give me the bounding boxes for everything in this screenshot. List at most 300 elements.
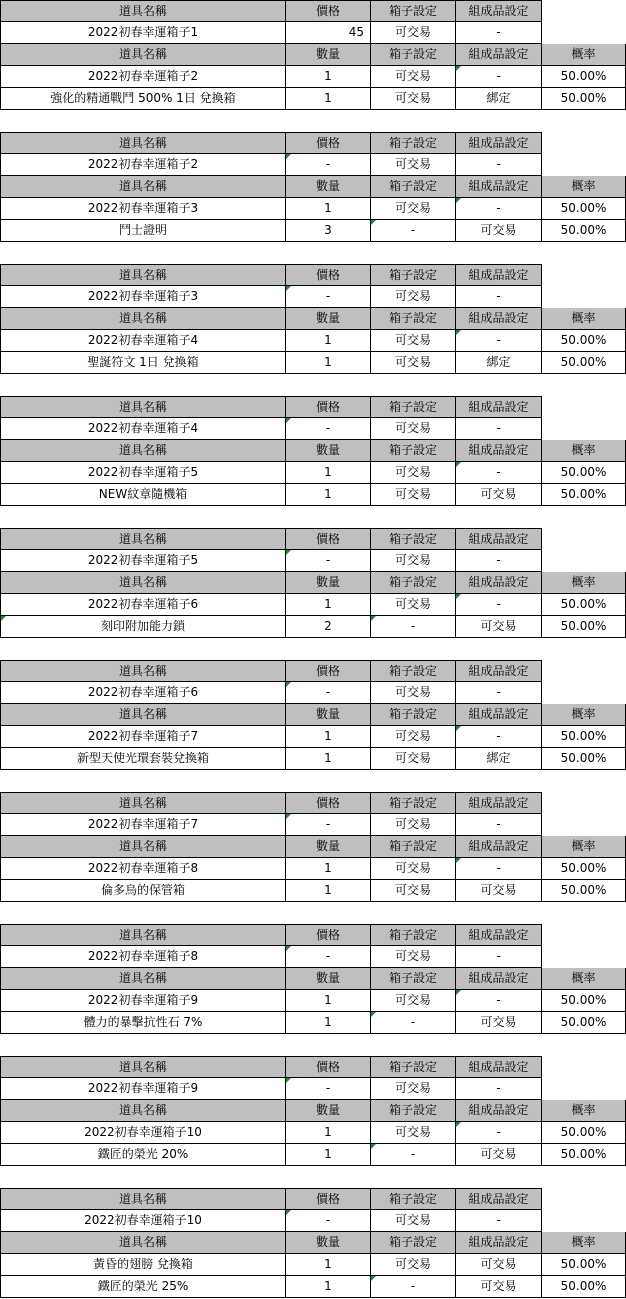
box-header-row [0, 264, 626, 286]
empty-cell [542, 1056, 626, 1078]
box-data-row [0, 22, 626, 44]
item-probability-cell[interactable]: 50.00% [542, 220, 626, 242]
component-setting-cell[interactable]: - [456, 946, 542, 968]
contents-row [0, 616, 626, 638]
box-name-cell[interactable]: 2022初春幸運箱子9 [0, 1078, 286, 1100]
item-box-setting-cell[interactable]: 可交易 [371, 462, 456, 484]
contents-header-cell[interactable]: 道具名稱 [0, 704, 286, 726]
item-qty-cell[interactable]: 1 [286, 1144, 371, 1166]
contents-header-cell[interactable]: 概率 [542, 176, 626, 198]
item-box-setting-cell[interactable]: - [371, 220, 456, 242]
item-name-cell[interactable]: 強化的精通戰鬥 500% 1日 兌換箱 [0, 88, 286, 110]
box-header-row [0, 660, 626, 682]
item-component-setting-cell[interactable]: - [456, 66, 542, 88]
contents-header-row [0, 1232, 626, 1254]
item-component-setting-cell[interactable]: 可交易 [456, 1254, 542, 1276]
item-probability-cell[interactable]: 50.00% [542, 1122, 626, 1144]
box-price-cell[interactable]: - [286, 946, 371, 968]
item-component-setting-cell[interactable]: - [456, 858, 542, 880]
contents-header-row [0, 44, 626, 66]
item-qty-cell[interactable]: 2 [286, 616, 371, 638]
item-component-setting-cell[interactable]: 可交易 [456, 616, 542, 638]
box-name-cell[interactable]: 2022初春幸運箱子10 [0, 1210, 286, 1232]
contents-header-row [0, 704, 626, 726]
box-price-cell[interactable]: - [286, 682, 371, 704]
contents-header-cell[interactable]: 道具名稱 [0, 968, 286, 990]
item-box-setting-cell[interactable]: 可交易 [371, 1122, 456, 1144]
box-header-cell[interactable]: 價格 [286, 924, 371, 946]
item-probability-cell[interactable]: 50.00% [542, 462, 626, 484]
item-name-cell[interactable]: 新型天使光環套裝兌換箱 [0, 748, 286, 770]
contents-row [0, 198, 626, 220]
item-name-cell[interactable]: 鐵匠的榮光 25% [0, 1276, 286, 1298]
item-box-setting-cell[interactable]: - [371, 616, 456, 638]
item-box-setting-cell[interactable]: 可交易 [371, 1254, 456, 1276]
item-name-cell[interactable]: 聖誕符文 1日 兌換箱 [0, 352, 286, 374]
box-setting-cell[interactable]: 可交易 [371, 682, 456, 704]
component-setting-cell[interactable]: - [456, 22, 542, 44]
item-qty-cell[interactable]: 1 [286, 880, 371, 902]
item-qty-cell[interactable]: 1 [286, 726, 371, 748]
box-header-cell[interactable]: 道具名稱 [0, 1056, 286, 1078]
item-qty-cell[interactable]: 1 [286, 330, 371, 352]
box-header-cell[interactable]: 價格 [286, 792, 371, 814]
item-name-cell[interactable]: 2022初春幸運箱子8 [0, 858, 286, 880]
box-table-block [0, 924, 626, 1034]
contents-header-cell[interactable]: 組成品設定 [456, 308, 542, 330]
item-component-setting-cell[interactable]: - [456, 726, 542, 748]
item-probability-cell[interactable]: 50.00% [542, 858, 626, 880]
box-name-cell[interactable]: 2022初春幸運箱子7 [0, 814, 286, 836]
box-setting-cell[interactable]: 可交易 [371, 550, 456, 572]
box-data-row [0, 550, 626, 572]
contents-header-cell[interactable]: 數量 [286, 836, 371, 858]
empty-cell [542, 154, 626, 176]
contents-row [0, 594, 626, 616]
box-header-cell[interactable]: 道具名稱 [0, 132, 286, 154]
box-price-cell[interactable]: - [286, 550, 371, 572]
empty-cell [542, 1210, 626, 1232]
box-price-cell[interactable]: - [286, 286, 371, 308]
contents-header-cell[interactable]: 概率 [542, 1232, 626, 1254]
contents-header-row [0, 572, 626, 594]
box-setting-cell[interactable]: 可交易 [371, 1210, 456, 1232]
empty-cell [542, 286, 626, 308]
box-price-cell[interactable]: - [286, 154, 371, 176]
box-header-cell[interactable]: 組成品設定 [456, 264, 542, 286]
contents-header-cell[interactable]: 組成品設定 [456, 968, 542, 990]
item-component-setting-cell[interactable]: - [456, 198, 542, 220]
item-qty-cell[interactable]: 1 [286, 990, 371, 1012]
contents-header-cell[interactable]: 箱子設定 [371, 1232, 456, 1254]
contents-header-cell[interactable]: 數量 [286, 440, 371, 462]
box-header-cell[interactable]: 道具名稱 [0, 924, 286, 946]
box-header-cell[interactable]: 價格 [286, 0, 371, 22]
box-header-cell[interactable]: 組成品設定 [456, 924, 542, 946]
contents-header-cell[interactable]: 道具名稱 [0, 1232, 286, 1254]
component-setting-cell[interactable]: - [456, 550, 542, 572]
item-qty-cell[interactable]: 1 [286, 594, 371, 616]
contents-row [0, 484, 626, 506]
item-component-setting-cell[interactable]: 可交易 [456, 484, 542, 506]
box-header-cell[interactable]: 組成品設定 [456, 0, 542, 22]
box-data-row [0, 154, 626, 176]
contents-header-row [0, 968, 626, 990]
item-component-setting-cell[interactable]: - [456, 594, 542, 616]
contents-header-cell[interactable]: 數量 [286, 1232, 371, 1254]
box-header-cell[interactable]: 箱子設定 [371, 528, 456, 550]
contents-row [0, 66, 626, 88]
contents-header-cell[interactable]: 數量 [286, 176, 371, 198]
box-table-block [0, 660, 626, 770]
box-setting-cell[interactable]: 可交易 [371, 418, 456, 440]
item-qty-cell[interactable]: 1 [286, 66, 371, 88]
item-component-setting-cell[interactable]: - [456, 330, 542, 352]
item-box-setting-cell[interactable]: 可交易 [371, 726, 456, 748]
item-name-cell[interactable]: 黃昏的翅膀 兌換箱 [0, 1254, 286, 1276]
item-component-setting-cell[interactable]: - [456, 1122, 542, 1144]
contents-header-cell[interactable]: 道具名稱 [0, 572, 286, 594]
contents-header-row [0, 440, 626, 462]
item-box-setting-cell[interactable]: 可交易 [371, 352, 456, 374]
box-name-cell[interactable]: 2022初春幸運箱子6 [0, 682, 286, 704]
box-price-cell[interactable]: - [286, 1078, 371, 1100]
contents-header-cell[interactable]: 數量 [286, 572, 371, 594]
contents-header-cell[interactable]: 道具名稱 [0, 836, 286, 858]
item-box-setting-cell[interactable]: - [371, 1144, 456, 1166]
contents-header-cell[interactable]: 箱子設定 [371, 308, 456, 330]
empty-cell [542, 682, 626, 704]
box-table-block [0, 528, 626, 638]
box-setting-cell[interactable]: 可交易 [371, 286, 456, 308]
box-setting-cell[interactable]: 可交易 [371, 814, 456, 836]
box-data-row [0, 1210, 626, 1232]
contents-header-cell[interactable]: 數量 [286, 1100, 371, 1122]
contents-header-cell[interactable]: 概率 [542, 440, 626, 462]
box-price-cell[interactable]: - [286, 1210, 371, 1232]
item-qty-cell[interactable]: 1 [286, 1254, 371, 1276]
empty-cell [542, 528, 626, 550]
contents-header-cell[interactable]: 箱子設定 [371, 968, 456, 990]
item-probability-cell[interactable]: 50.00% [542, 88, 626, 110]
item-box-setting-cell[interactable]: 可交易 [371, 990, 456, 1012]
contents-header-cell[interactable]: 道具名稱 [0, 440, 286, 462]
item-probability-cell[interactable]: 50.00% [542, 198, 626, 220]
contents-header-cell[interactable]: 組成品設定 [456, 704, 542, 726]
contents-header-cell[interactable]: 道具名稱 [0, 1100, 286, 1122]
box-header-cell[interactable]: 組成品設定 [456, 396, 542, 418]
contents-row [0, 1144, 626, 1166]
contents-header-cell[interactable]: 組成品設定 [456, 44, 542, 66]
contents-header-cell[interactable]: 組成品設定 [456, 1232, 542, 1254]
item-box-setting-cell[interactable]: 可交易 [371, 88, 456, 110]
box-header-cell[interactable]: 價格 [286, 1188, 371, 1210]
box-header-cell[interactable]: 道具名稱 [0, 396, 286, 418]
item-probability-cell[interactable]: 50.00% [542, 352, 626, 374]
contents-header-cell[interactable]: 箱子設定 [371, 176, 456, 198]
box-header-cell[interactable]: 箱子設定 [371, 1188, 456, 1210]
item-name-cell[interactable]: 鐵匠的榮光 20% [0, 1144, 286, 1166]
item-component-setting-cell[interactable]: 可交易 [456, 1144, 542, 1166]
item-name-cell[interactable]: 2022初春幸運箱子6 [0, 594, 286, 616]
contents-row [0, 990, 626, 1012]
empty-cell [542, 946, 626, 968]
box-price-cell[interactable]: - [286, 814, 371, 836]
contents-header-cell[interactable]: 組成品設定 [456, 836, 542, 858]
box-setting-cell[interactable]: 可交易 [371, 22, 456, 44]
box-header-row [0, 528, 626, 550]
empty-cell [542, 550, 626, 572]
item-probability-cell[interactable]: 50.00% [542, 330, 626, 352]
empty-cell [542, 924, 626, 946]
item-name-cell[interactable]: 體力的暴擊抗性石 7% [0, 1012, 286, 1034]
box-header-cell[interactable]: 箱子設定 [371, 924, 456, 946]
contents-header-cell[interactable]: 概率 [542, 1100, 626, 1122]
empty-cell [542, 132, 626, 154]
box-header-cell[interactable]: 價格 [286, 660, 371, 682]
item-qty-cell[interactable]: 1 [286, 1276, 371, 1298]
item-name-cell[interactable]: 2022初春幸運箱子7 [0, 726, 286, 748]
box-header-cell[interactable]: 價格 [286, 264, 371, 286]
box-header-cell[interactable]: 組成品設定 [456, 660, 542, 682]
item-qty-cell[interactable]: 1 [286, 352, 371, 374]
box-header-cell[interactable]: 道具名稱 [0, 660, 286, 682]
item-box-setting-cell[interactable]: 可交易 [371, 594, 456, 616]
contents-header-cell[interactable]: 道具名稱 [0, 44, 286, 66]
box-header-row [0, 396, 626, 418]
item-component-setting-cell[interactable]: 綁定 [456, 352, 542, 374]
box-table-block [0, 1188, 626, 1298]
box-data-row [0, 682, 626, 704]
item-qty-cell[interactable]: 1 [286, 88, 371, 110]
contents-header-cell[interactable]: 箱子設定 [371, 440, 456, 462]
box-data-row [0, 946, 626, 968]
item-component-setting-cell[interactable]: - [456, 990, 542, 1012]
box-header-cell[interactable]: 價格 [286, 528, 371, 550]
item-component-setting-cell[interactable]: 綁定 [456, 88, 542, 110]
box-header-cell[interactable]: 箱子設定 [371, 792, 456, 814]
empty-cell [542, 418, 626, 440]
box-header-row [0, 132, 626, 154]
box-header-cell[interactable]: 箱子設定 [371, 0, 456, 22]
box-name-cell[interactable]: 2022初春幸運箱子2 [0, 154, 286, 176]
component-setting-cell[interactable]: - [456, 682, 542, 704]
item-probability-cell[interactable]: 50.00% [542, 1254, 626, 1276]
item-qty-cell[interactable]: 1 [286, 748, 371, 770]
item-component-setting-cell[interactable]: - [456, 462, 542, 484]
component-setting-cell[interactable]: - [456, 1078, 542, 1100]
box-setting-cell[interactable]: 可交易 [371, 154, 456, 176]
empty-cell [542, 814, 626, 836]
item-box-setting-cell[interactable]: 可交易 [371, 198, 456, 220]
item-probability-cell[interactable]: 50.00% [542, 66, 626, 88]
contents-header-cell[interactable]: 箱子設定 [371, 704, 456, 726]
contents-header-cell[interactable]: 箱子設定 [371, 44, 456, 66]
contents-header-row [0, 308, 626, 330]
contents-header-cell[interactable]: 概率 [542, 572, 626, 594]
box-data-row [0, 418, 626, 440]
box-header-cell[interactable]: 價格 [286, 1056, 371, 1078]
empty-cell [542, 1188, 626, 1210]
contents-header-cell[interactable]: 箱子設定 [371, 572, 456, 594]
item-probability-cell[interactable]: 50.00% [542, 616, 626, 638]
item-component-setting-cell[interactable]: 可交易 [456, 1012, 542, 1034]
contents-header-cell[interactable]: 概率 [542, 308, 626, 330]
box-name-cell[interactable]: 2022初春幸運箱子3 [0, 286, 286, 308]
box-header-row [0, 0, 626, 22]
item-box-setting-cell[interactable]: 可交易 [371, 484, 456, 506]
box-setting-cell[interactable]: 可交易 [371, 1078, 456, 1100]
box-header-cell[interactable]: 道具名稱 [0, 0, 286, 22]
item-component-setting-cell[interactable]: 可交易 [456, 1276, 542, 1298]
item-box-setting-cell[interactable]: - [371, 1276, 456, 1298]
item-name-cell[interactable]: 2022初春幸運箱子10 [0, 1122, 286, 1144]
item-box-setting-cell[interactable]: 可交易 [371, 748, 456, 770]
empty-cell [542, 22, 626, 44]
contents-header-cell[interactable]: 概率 [542, 968, 626, 990]
item-qty-cell[interactable]: 1 [286, 858, 371, 880]
empty-cell [542, 264, 626, 286]
contents-header-cell[interactable]: 數量 [286, 308, 371, 330]
item-name-cell[interactable]: 2022初春幸運箱子2 [0, 66, 286, 88]
box-header-row [0, 1188, 626, 1210]
contents-header-cell[interactable]: 數量 [286, 44, 371, 66]
item-name-cell[interactable]: 倫多烏的保管箱 [0, 880, 286, 902]
item-probability-cell[interactable]: 50.00% [542, 594, 626, 616]
item-probability-cell[interactable]: 50.00% [542, 990, 626, 1012]
component-setting-cell[interactable]: - [456, 1210, 542, 1232]
item-probability-cell[interactable]: 50.00% [542, 748, 626, 770]
contents-header-cell[interactable]: 組成品設定 [456, 1100, 542, 1122]
item-box-setting-cell[interactable]: - [371, 1012, 456, 1034]
item-qty-cell[interactable]: 1 [286, 198, 371, 220]
contents-row [0, 748, 626, 770]
box-header-cell[interactable]: 箱子設定 [371, 396, 456, 418]
contents-header-cell[interactable]: 數量 [286, 968, 371, 990]
box-name-cell[interactable]: 2022初春幸運箱子5 [0, 550, 286, 572]
box-name-cell[interactable]: 2022初春幸運箱子1 [0, 22, 286, 44]
item-name-cell[interactable]: 2022初春幸運箱子9 [0, 990, 286, 1012]
contents-row [0, 726, 626, 748]
contents-header-cell[interactable]: 道具名稱 [0, 176, 286, 198]
item-qty-cell[interactable]: 1 [286, 1122, 371, 1144]
item-qty-cell[interactable]: 1 [286, 462, 371, 484]
item-probability-cell[interactable]: 50.00% [542, 1012, 626, 1034]
box-table-block [0, 132, 626, 242]
item-box-setting-cell[interactable]: 可交易 [371, 66, 456, 88]
item-probability-cell[interactable]: 50.00% [542, 484, 626, 506]
item-probability-cell[interactable]: 50.00% [542, 1144, 626, 1166]
box-data-row [0, 1078, 626, 1100]
box-table-block [0, 264, 626, 374]
item-component-setting-cell[interactable]: 綁定 [456, 748, 542, 770]
contents-header-cell[interactable]: 箱子設定 [371, 1100, 456, 1122]
item-name-cell[interactable]: 2022初春幸運箱子4 [0, 330, 286, 352]
contents-header-row [0, 836, 626, 858]
contents-row [0, 462, 626, 484]
box-header-cell[interactable]: 箱子設定 [371, 132, 456, 154]
contents-row [0, 1122, 626, 1144]
item-box-setting-cell[interactable]: 可交易 [371, 880, 456, 902]
box-price-cell[interactable]: 45 [286, 22, 371, 44]
contents-header-cell[interactable]: 組成品設定 [456, 176, 542, 198]
empty-cell [542, 792, 626, 814]
box-header-cell[interactable]: 組成品設定 [456, 528, 542, 550]
item-qty-cell[interactable]: 3 [286, 220, 371, 242]
box-header-cell[interactable]: 道具名稱 [0, 264, 286, 286]
component-setting-cell[interactable]: - [456, 286, 542, 308]
contents-row [0, 88, 626, 110]
box-table-block [0, 0, 626, 110]
box-setting-cell[interactable]: 可交易 [371, 946, 456, 968]
box-header-cell[interactable]: 道具名稱 [0, 792, 286, 814]
contents-row [0, 1254, 626, 1276]
box-name-cell[interactable]: 2022初春幸運箱子8 [0, 946, 286, 968]
box-header-cell[interactable]: 價格 [286, 132, 371, 154]
contents-header-cell[interactable]: 組成品設定 [456, 440, 542, 462]
box-header-cell[interactable]: 箱子設定 [371, 264, 456, 286]
item-probability-cell[interactable]: 50.00% [542, 880, 626, 902]
contents-row [0, 880, 626, 902]
contents-header-cell[interactable]: 組成品設定 [456, 572, 542, 594]
box-header-cell[interactable]: 價格 [286, 396, 371, 418]
contents-row [0, 352, 626, 374]
box-header-row [0, 1056, 626, 1078]
box-table-block [0, 792, 626, 902]
item-name-cell[interactable]: NEW紋章隨機箱 [0, 484, 286, 506]
contents-row [0, 1012, 626, 1034]
item-component-setting-cell[interactable]: 可交易 [456, 880, 542, 902]
contents-header-cell[interactable]: 箱子設定 [371, 836, 456, 858]
box-header-cell[interactable]: 組成品設定 [456, 132, 542, 154]
contents-row [0, 220, 626, 242]
contents-header-cell[interactable]: 概率 [542, 44, 626, 66]
item-name-cell[interactable]: 刻印附加能力鎖 [0, 616, 286, 638]
item-probability-cell[interactable]: 50.00% [542, 726, 626, 748]
box-header-cell[interactable]: 組成品設定 [456, 1056, 542, 1078]
item-qty-cell[interactable]: 1 [286, 1012, 371, 1034]
item-name-cell[interactable]: 2022初春幸運箱子5 [0, 462, 286, 484]
empty-cell [542, 1078, 626, 1100]
item-box-setting-cell[interactable]: 可交易 [371, 330, 456, 352]
component-setting-cell[interactable]: - [456, 418, 542, 440]
contents-header-cell[interactable]: 道具名稱 [0, 308, 286, 330]
contents-row [0, 1276, 626, 1298]
box-header-cell[interactable]: 道具名稱 [0, 1188, 286, 1210]
item-qty-cell[interactable]: 1 [286, 484, 371, 506]
contents-header-row [0, 1100, 626, 1122]
box-header-cell[interactable]: 組成品設定 [456, 792, 542, 814]
box-header-cell[interactable]: 箱子設定 [371, 1056, 456, 1078]
box-name-cell[interactable]: 2022初春幸運箱子4 [0, 418, 286, 440]
item-box-setting-cell[interactable]: 可交易 [371, 858, 456, 880]
item-probability-cell[interactable]: 50.00% [542, 1276, 626, 1298]
item-name-cell[interactable]: 2022初春幸運箱子3 [0, 198, 286, 220]
empty-cell [542, 396, 626, 418]
box-header-cell[interactable]: 箱子設定 [371, 660, 456, 682]
box-price-cell[interactable]: - [286, 418, 371, 440]
component-setting-cell[interactable]: - [456, 154, 542, 176]
contents-header-cell[interactable]: 數量 [286, 704, 371, 726]
component-setting-cell[interactable]: - [456, 814, 542, 836]
contents-header-cell[interactable]: 概率 [542, 836, 626, 858]
box-header-cell[interactable]: 道具名稱 [0, 528, 286, 550]
item-component-setting-cell[interactable]: 可交易 [456, 220, 542, 242]
box-header-cell[interactable]: 組成品設定 [456, 1188, 542, 1210]
contents-row [0, 330, 626, 352]
item-name-cell[interactable]: 鬥士證明 [0, 220, 286, 242]
contents-header-cell[interactable]: 概率 [542, 704, 626, 726]
